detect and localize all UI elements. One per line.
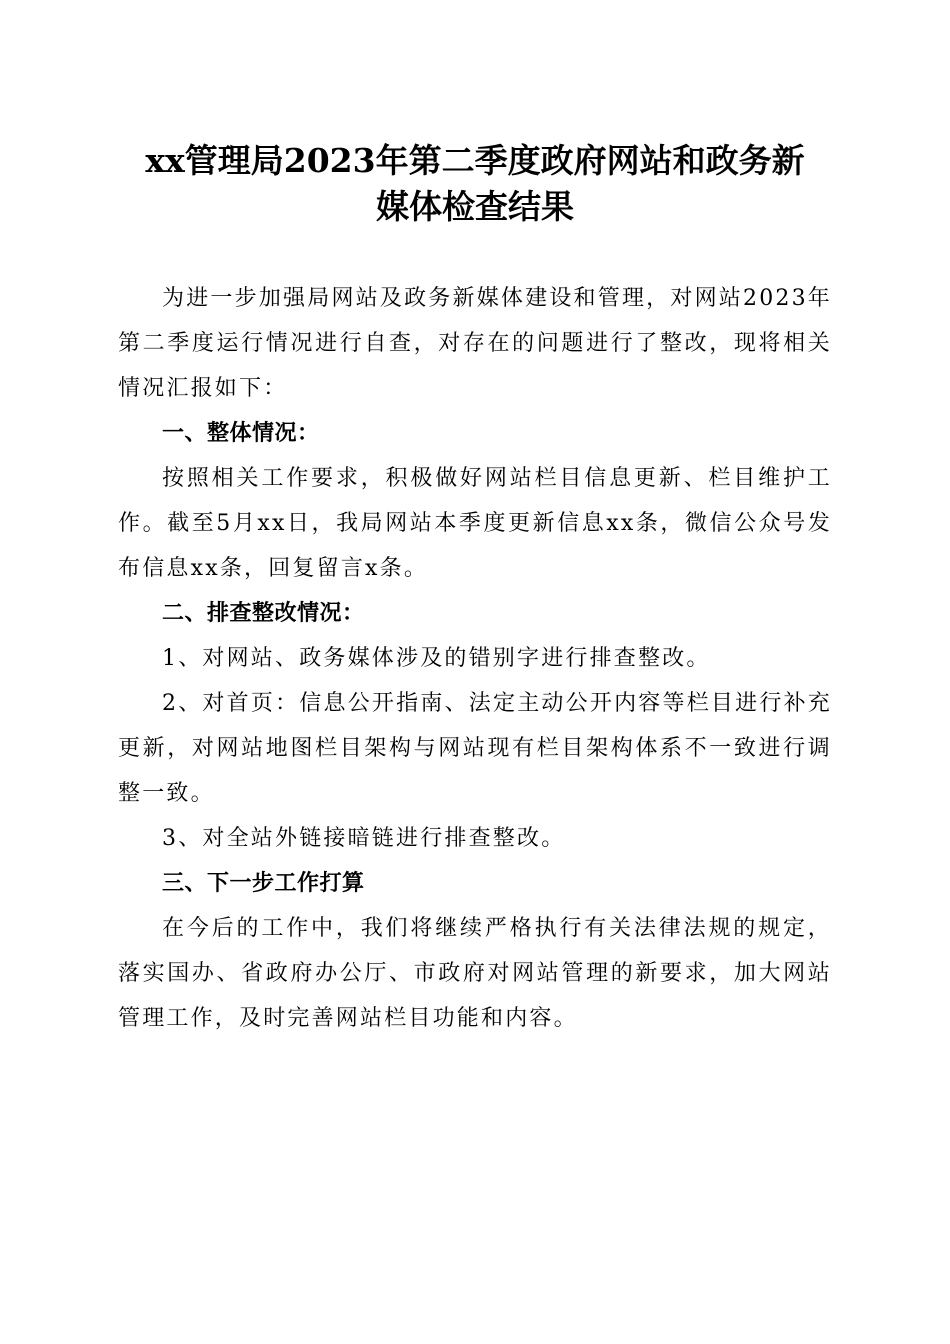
section-1-heading: 一、整体情况：: [162, 421, 320, 446]
section-1-paragraph: 按照相关工作要求，积极做好网站栏目信息更新、栏目维护工作。截至5月xx日，我局网站本季度更新信息xx条，微信公众号发布信息xx条，回复留言x条。: [118, 466, 832, 581]
document-body: [118, 276, 832, 1041]
section-2-heading: 二、排查整改情况：: [162, 601, 365, 626]
title-line-1: xx管理局2023年第二季度政府网站和政务新: [145, 141, 805, 180]
section-2-item-1: 1、对网站、政务媒体涉及的错别字进行排查整改。: [162, 646, 711, 671]
intro-paragraph: 为进一步加强局网站及政务新媒体建设和管理，对网站2023年第二季度运行情况进行自查，对存在的问题进行了整改，现将相关情况汇报如下：: [118, 286, 832, 401]
section-3-paragraph: 在今后的工作中，我们将继续严格执行有关法律法规的规定，落实国办、省政府办公厅、市政府对网站管理的新要求，加大网站管理工作，及时完善网站栏目功能和内容。: [118, 916, 832, 1031]
section-3-heading: 三、下一步工作打算: [162, 871, 365, 896]
section-2-item-2: 2、对首页：信息公开指南、法定主动公开内容等栏目进行补充更新，对网站地图栏目架构与网站现有栏目架构体系不一致进行调整一致。: [118, 691, 832, 806]
document-title: [100, 138, 850, 230]
title-line-2: 媒体检查结果: [376, 187, 574, 226]
section-2-item-3: 3、对全站外链接暗链进行排查整改。: [162, 826, 566, 851]
